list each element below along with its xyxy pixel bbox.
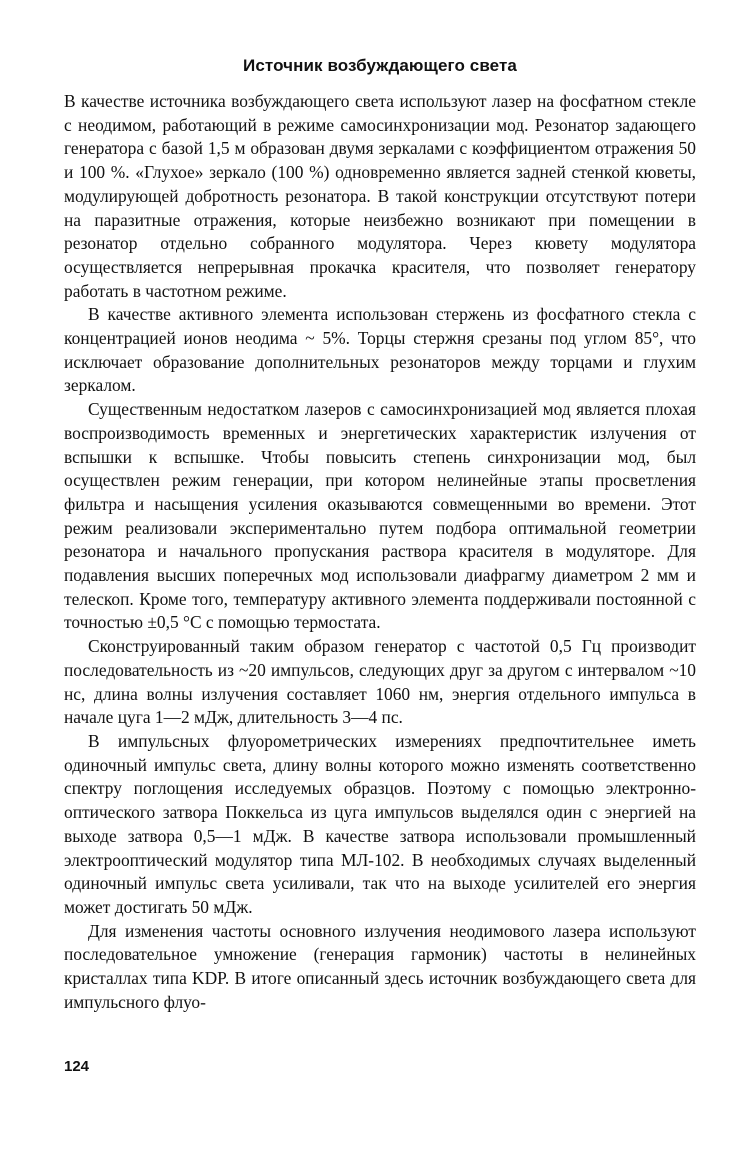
paragraph-4: Сконструированный таким образом генератор с частотой 0,5 Гц производит последовательность из ~20 импульсов, следующих друг за другом с интервалом ~10 нс, длина волны излучения составляет 1060 нм, энергия отдельного импульса в начале цуга 1—2 мДж, длительность 3—4 пс.: [64, 636, 696, 728]
paragraph-6: Для изменения частоты основного излучения неодимового лазера используют последовательное умножение (генерация гармоник) частоты в нелинейных кристаллах типа KDP. В итоге описанный здесь источник возбуждающего света для импульсного флуо-: [64, 920, 696, 1012]
page-body: [64, 56, 696, 1014]
section-title: Источник возбуждающего света: [243, 56, 517, 75]
paragraph-2: В качестве активного элемента использован стержень из фосфатного стекла с концентрацией ионов неодима ~ 5%. Торцы стержня срезаны под углом 85°, что исключает образование дополнительных резонаторов между торцами и глухим зеркалом.: [64, 304, 696, 396]
paragraph-5: В импульсных флуорометрических измерениях предпочтительнее иметь одиночный импульс света, длину волны которого можно изменять соответственно спектру поглощения исследуемых образцов. Поэтому с помощью электронно-оптического затвора Поккельса из цуга импульсов выделялся один с энергией на выходе затвора 0,5—1 мДж. В качестве затвора использовали промышленный электрооптический модулятор типа МЛ-102. В необходимых случаях выделенный одиночный импульс света усиливали, так что на выходе усилителей его энергия может достигать 50 мДж.: [64, 730, 696, 917]
page-number: 124: [64, 1058, 90, 1075]
paragraph-3: Существенным недостатком лазеров с самосинхронизацией мод является плохая воспроизводимость временных и энергетических характеристик излучения от вспышки к вспышке. Чтобы повысить степень синхронизации мод, был осуществлен режим генерации, при котором нелинейные этапы просветления фильтра и насыщения усиления оказываются совмещенными во времени. Этот режим реализовали экспериментально путем подбора оптимальной геометрии резонатора и начального пропускания раствора красителя в модуляторе. Для подавления высших поперечных мод использовали диафрагму диаметром 2 мм и телескоп. Кроме того, температуру активного элемента поддерживали постоянной с точностью ±0,5 °С с помощью термостата.: [64, 399, 696, 633]
paragraph-1: В качестве источника возбуждающего света используют лазер на фосфатном стекле с неодимом, работающий в режиме самосинхронизации мод. Резонатор задающего генератора с базой 1,5 м образован двумя зеркалами с коэффициентом отражения 50 и 100 %. «Глухое» зеркало (100 %) одновременно является задней стенкой кюветы, модулирующей добротность резонатора. В такой конструкции отсутствуют потери на паразитные отражения, которые неизбежно возникают при помещении в резонатор отдельно собранного модулятора. Через кювету модулятора осуществляется непрерывная прокачка красителя, что позволяет генератору работать в частотном режиме.: [64, 91, 696, 301]
